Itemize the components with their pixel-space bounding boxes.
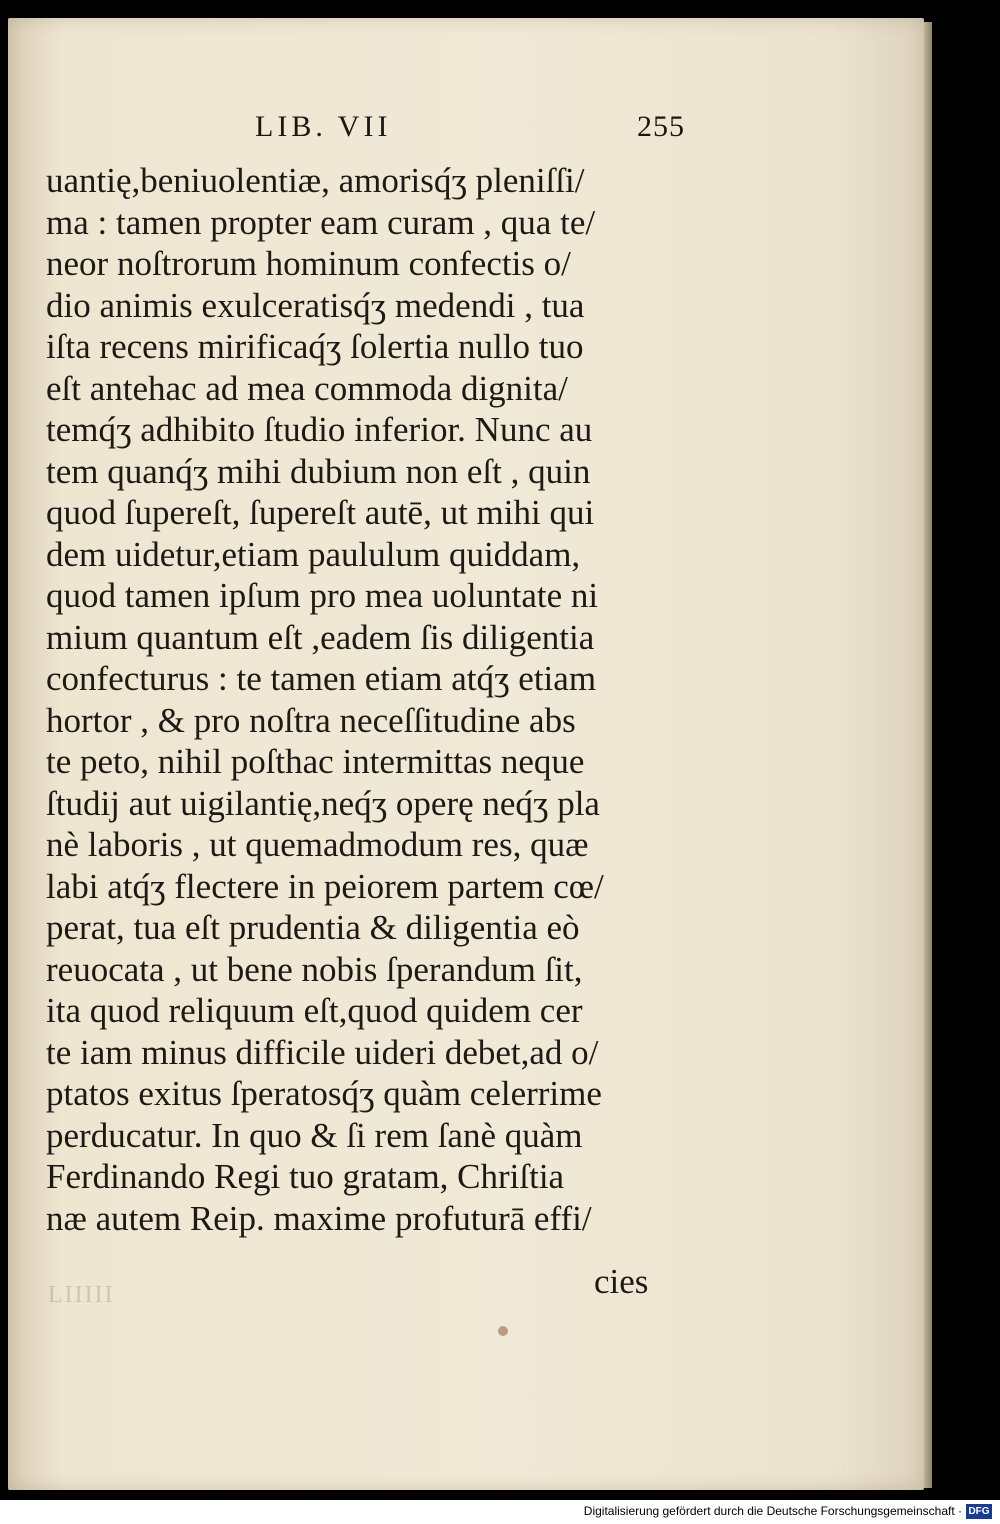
text-line: næ autem Reip. maxime profuturā effi/ <box>46 1198 592 1238</box>
text-line: perducatur. In quo & ſi rem ſanè quàm <box>46 1115 583 1155</box>
text-line: neor noſtrorum hominum confectis o/ <box>46 244 571 283</box>
text-line: Ferdinando Regi tuo gratam, Chriſtia <box>46 1157 565 1196</box>
text-line: ptatos exitus ſperatosq́ʒ quàm celerrime <box>46 1074 602 1113</box>
text-line: uantię,beniuolentiæ, amorisq́ʒ pleniſſi/ <box>46 161 585 200</box>
text-line: iſta recens mirificaq́ʒ ſolertia nullo tuo <box>46 327 584 366</box>
text-line: nè laboris , ut quemadmodum res, quæ <box>46 825 589 864</box>
text-line: tem quanq́ʒ mihi dubium non eſt , quin <box>46 451 591 491</box>
catchword: cies <box>594 1262 649 1301</box>
footer-bar <box>0 1500 1000 1524</box>
text-line: mium quantum eſt ,eadem ſis diligentia <box>46 617 595 657</box>
bleed-through-mark: LIIIII <box>48 1282 115 1308</box>
paper-stain <box>498 1326 508 1336</box>
text-line: te peto, nihil poſthac intermittas neque <box>46 742 585 781</box>
text-line: hortor , & pro noſtra neceſſitudine abs <box>46 700 576 740</box>
text-line: temq́ʒ adhibito ſtudio inferior. Nunc au <box>46 410 593 449</box>
text-line: perat, tua eſt prudentia & diligentia eò <box>46 908 580 947</box>
text-line: te iam minus difficile uideri debet,ad o/ <box>46 1032 599 1072</box>
text-line: ma : tamen propter eam curam , qua te/ <box>46 202 596 242</box>
text-line: reuocata , ut bene nobis ſperandum ſit, <box>46 949 583 989</box>
funding-notice: Digitalisierung gefördert durch die Deutsche Forschungsgemeinschaft · <box>583 1504 962 1518</box>
text-line: labi atq́ʒ flectere in peiorem partem cœ/ <box>46 866 604 906</box>
text-line: quod tamen ipſum pro mea uoluntate ni <box>46 576 599 615</box>
text-line: ſtudij aut uigilantię,neq́ʒ operę neq́ʒ pla <box>46 783 600 823</box>
page-number: 255 <box>637 110 685 143</box>
dfg-logo: DFG <box>966 1504 992 1519</box>
page-edge <box>924 22 932 1488</box>
running-head <box>255 110 685 150</box>
text-line: dem uidetur,etiam paululum quiddam, <box>46 534 581 574</box>
text-line: confecturus : te tamen etiam atq́ʒ etiam <box>46 659 597 698</box>
text-line: dio animis exulceratisq́ʒ medendi , tua <box>46 285 585 325</box>
text-line: eſt antehac ad mea commoda dignita/ <box>46 368 568 408</box>
text-line: ita quod reliquum eſt,quod quidem cer <box>46 991 583 1030</box>
running-title: LIB. VII <box>255 110 392 143</box>
body-text <box>46 160 686 1239</box>
text-line: quod ſupereſt, ſupereſt autē, ut mihi qui <box>46 493 595 532</box>
